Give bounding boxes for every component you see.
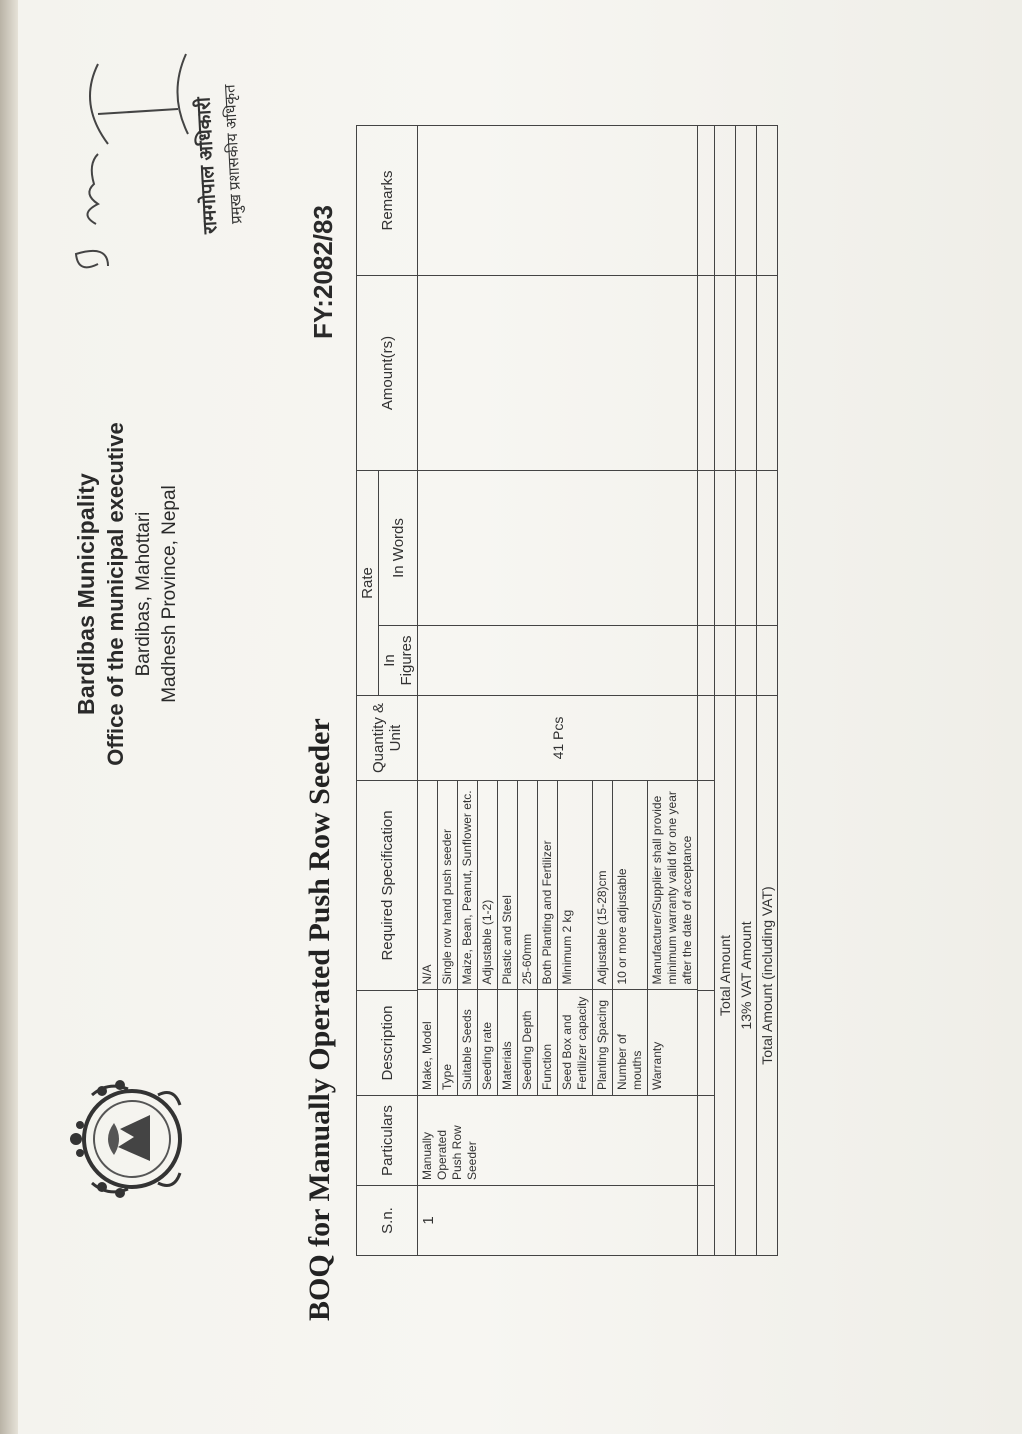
signatory-title: प्रमुख प्रशासकीय अधिकृत: [221, 83, 246, 225]
spec-value: Minimum 2 kg: [558, 780, 593, 990]
spec-row: [478, 780, 498, 1095]
spec-description: Seed Box and Fertilizer capacity: [558, 990, 593, 1095]
spec-row: [613, 780, 648, 1095]
row-rate-words: [418, 471, 698, 626]
spec-row: [593, 780, 613, 1095]
total-row: [715, 126, 736, 1256]
header-description: Description: [357, 991, 418, 1096]
page-edge-shadow: [0, 0, 18, 1434]
spec-value: Adjustable (15-28)cm: [593, 780, 613, 990]
rotated-content: [18, 0, 1022, 1434]
spec-description: Number of mouths: [613, 990, 648, 1095]
header-specification: Required Specification: [357, 781, 418, 991]
spec-value: 25-60mm: [518, 780, 538, 990]
spec-row: [518, 780, 538, 1095]
row-quantity: 41 Pcs: [418, 696, 698, 781]
row-sn: 1: [418, 1186, 698, 1256]
row-rate-figures: [418, 626, 698, 696]
spec-row: [438, 780, 458, 1095]
office-name: Office of the municipal executive: [103, 422, 128, 766]
spec-value: Manufacturer/Supplier shall provide minimum warranty valid for one year after the date of acceptance: [648, 780, 698, 990]
spec-value: Plastic and Steel: [498, 780, 518, 990]
table-row: [418, 126, 698, 1256]
vat-row: [736, 126, 757, 1256]
fiscal-year: FY:2082/83: [308, 205, 338, 339]
spec-value: Both Planting and Fertilizer: [538, 780, 558, 990]
spec-description: Suitable Seeds: [458, 990, 478, 1095]
document-page: [18, 0, 1022, 1434]
spec-description: Function: [538, 990, 558, 1095]
header-remarks: Remarks: [357, 126, 418, 276]
document-title: BOQ for Manually Operated Push Row Seeder: [303, 718, 336, 1321]
spec-cell: [418, 781, 698, 1096]
spec-value: N/A: [418, 780, 438, 990]
header-amount: Amount(rs): [357, 276, 418, 471]
spec-subtable: [418, 780, 697, 1095]
header-sn: S.n.: [357, 1186, 418, 1256]
spec-value: 10 or more adjustable: [613, 780, 648, 990]
spec-description: Seeding Depth: [518, 990, 538, 1095]
grand-total-row: [757, 126, 778, 1256]
header-particulars: Particulars: [357, 1096, 418, 1186]
row-remarks: [418, 126, 698, 276]
spec-row: [558, 780, 593, 1095]
spec-row: [648, 780, 698, 1095]
header-rate: Rate: [357, 471, 379, 696]
total-amount-label: Total Amount: [715, 696, 736, 1256]
spec-row: [498, 780, 518, 1095]
municipality-header: [73, 314, 181, 874]
header-quantity: Quantity & Unit: [357, 696, 418, 781]
municipality-name: Bardibas Municipality: [73, 473, 99, 715]
nepal-government-emblem-icon: [58, 1069, 198, 1209]
vat-amount-label: 13% VAT Amount: [736, 696, 757, 1256]
spec-value: Maize, Bean, Peanut, Sunflower etc.: [458, 780, 478, 990]
spec-description: Warranty: [648, 990, 698, 1095]
spec-description: Type: [438, 990, 458, 1095]
spec-value: Adjustable (1-2): [478, 780, 498, 990]
row-particulars: Manually Operated Push Row Seeder: [418, 1096, 698, 1186]
blank-row: [698, 126, 715, 1256]
spec-value: Single row hand push seeder: [438, 780, 458, 990]
spec-description: Planting Spacing: [593, 990, 613, 1095]
spec-description: Materials: [498, 990, 518, 1095]
grand-total-label: Total Amount (including VAT): [757, 696, 778, 1256]
boq-table: [356, 125, 778, 1256]
header-in-words: In Words: [379, 471, 418, 626]
spec-row: [458, 780, 478, 1095]
province-line: Madhesh Province, Nepal: [159, 485, 180, 703]
spec-row: [418, 780, 438, 1095]
spec-description: Seeding rate: [478, 990, 498, 1095]
spec-description: Make, Model: [418, 990, 438, 1095]
spec-row: [538, 780, 558, 1095]
row-amount: [418, 276, 698, 471]
address-line: Bardibas, Mahottari: [133, 511, 154, 677]
signatory-name: रामगोपाल अधिकारी: [193, 96, 222, 235]
header-in-figures: In Figures: [379, 626, 418, 696]
